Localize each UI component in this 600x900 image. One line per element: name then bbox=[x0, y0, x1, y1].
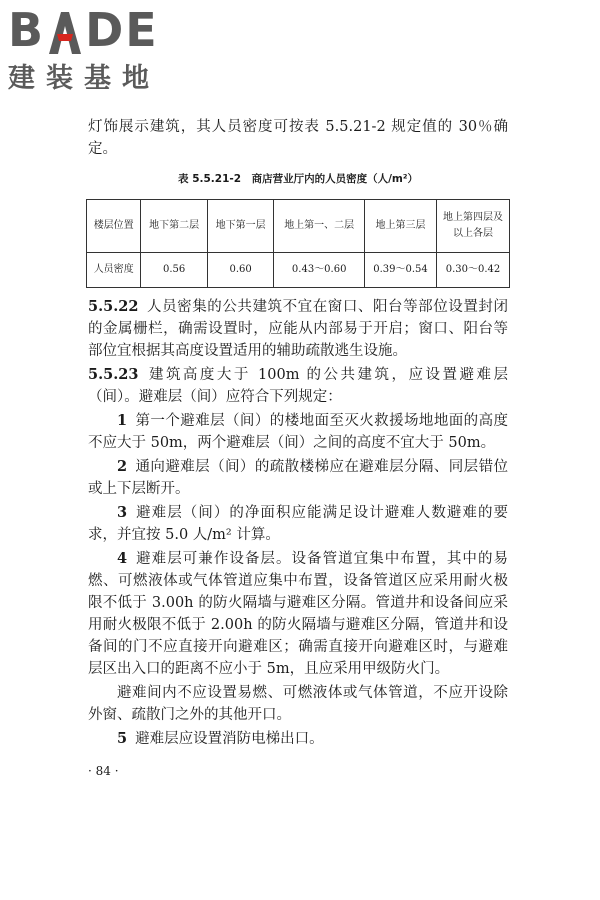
table-header-cell: 地上第三层 bbox=[365, 200, 437, 253]
item-number: 4 bbox=[117, 550, 128, 567]
item-text: 避难层（间）的净面积应能满足设计避难人数避难的要求，并宜按 5.0 人/m² 计算。 bbox=[88, 505, 508, 543]
density-table bbox=[86, 199, 510, 288]
table-header-cell: 地上第四层及以上各层 bbox=[437, 200, 510, 253]
item-text: 避难层可兼作设备层。设备管道宜集中布置，其中的易燃、可燃液体或气体管道应集中布置，设备管道区应采用耐火极限不低于 3.00h 的防火隔墙与避难区分隔。管道井和设备间应采用耐火极限不低于 2.00h 的防火隔墙与避难区分隔，管道井和设备间的门不应直接开向避难区；确需直接开向避难区时，与避难层区出入口的距离不应小于 5m，且应采用甲级防火门。 bbox=[88, 551, 508, 677]
item-number: 5 bbox=[117, 730, 128, 747]
table-header-row bbox=[87, 200, 510, 253]
list-item bbox=[88, 728, 508, 750]
logo-a-icon bbox=[47, 10, 83, 54]
list-item bbox=[88, 410, 508, 454]
table-header-cell: 地下第一层 bbox=[207, 200, 273, 253]
item-text: 通向避难层（间）的疏散楼梯应在避难层分隔、同层错位或上下层断开。 bbox=[88, 459, 508, 497]
logo-wordmark bbox=[8, 3, 178, 57]
document-body bbox=[88, 116, 508, 782]
logo-letter-b: B bbox=[8, 3, 46, 57]
table-header-cell: 楼层位置 bbox=[87, 200, 141, 253]
table-header-cell: 地上第一、二层 bbox=[274, 200, 365, 253]
table-row-label: 人员密度 bbox=[87, 253, 141, 288]
table-cell: 0.60 bbox=[207, 253, 273, 288]
list-item bbox=[88, 502, 508, 546]
list-item bbox=[88, 548, 508, 680]
table-cell: 0.56 bbox=[141, 253, 207, 288]
item-number: 3 bbox=[117, 504, 128, 521]
table-cell: 0.39～0.54 bbox=[365, 253, 437, 288]
logo-letters-de: DE bbox=[85, 3, 159, 57]
item-number: 1 bbox=[117, 412, 128, 429]
table-cell: 0.43～0.60 bbox=[274, 253, 365, 288]
intro-paragraph: 灯饰展示建筑，其人员密度可按表 5.5.21-2 规定值的 30％确定。 bbox=[88, 119, 508, 157]
section-number: 5.5.22 bbox=[88, 298, 139, 315]
section-5-5-23 bbox=[88, 364, 508, 408]
logo-subtitle: 建装基地 bbox=[8, 63, 160, 94]
logo bbox=[8, 3, 178, 94]
list-item bbox=[88, 456, 508, 500]
page-number: · 84 · bbox=[88, 764, 119, 778]
section-text: 建筑高度大于 100m 的公共建筑，应设置避难层（间）。避难层（间）应符合下列规定： bbox=[88, 367, 508, 405]
table-caption: 表 5.5.21-2 商店营业厅内的人员密度（人/m²） bbox=[178, 173, 418, 185]
table-row bbox=[87, 253, 510, 288]
table-header-cell: 地下第二层 bbox=[141, 200, 207, 253]
list-item-continuation: 避难间内不应设置易燃、可燃液体或气体管道，不应开设除外窗、疏散门之外的其他开口。 bbox=[88, 685, 508, 723]
item-text: 第一个避难层（间）的楼地面至灭火救援场地地面的高度不应大于 50m，两个避难层（间）之间的高度不宜大于 50m。 bbox=[88, 413, 508, 451]
item-text: 避难层应设置消防电梯出口。 bbox=[135, 731, 324, 747]
section-5-5-22 bbox=[88, 296, 508, 362]
section-number: 5.5.23 bbox=[88, 366, 139, 383]
section-text: 人员密集的公共建筑不宜在窗口、阳台等部位设置封闭的金属栅栏，确需设置时，应能从内部易于开启；窗口、阳台等部位宜根据其高度设置适用的辅助疏散逃生设施。 bbox=[88, 299, 508, 359]
item-number: 2 bbox=[117, 458, 128, 475]
table-cell: 0.30～0.42 bbox=[437, 253, 510, 288]
